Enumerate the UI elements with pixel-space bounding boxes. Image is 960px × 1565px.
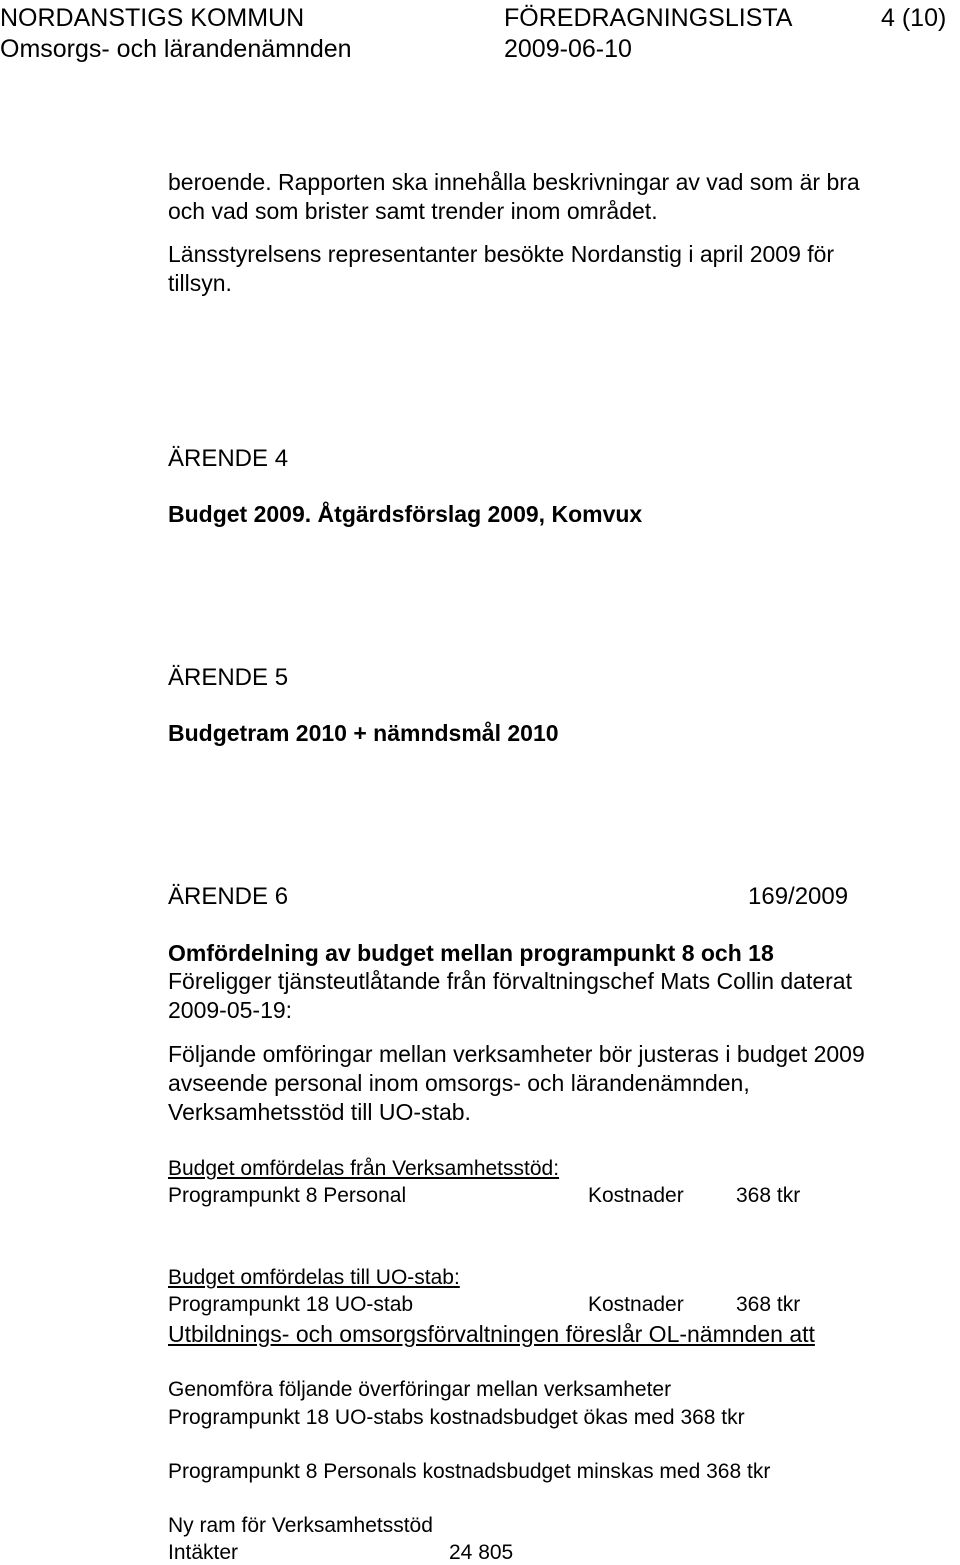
to-row-amount: 368 tkr <box>736 1293 801 1316</box>
arende-6-p2-line-3: Verksamhetsstöd till UO-stab. <box>168 1099 471 1125</box>
header-board: Omsorgs- och lärandenämnden <box>0 35 352 63</box>
arende-5-label: ÄRENDE 5 <box>168 664 289 691</box>
new-frame-heading: Ny ram för Verksamhetsstöd <box>168 1514 433 1537</box>
arende-6-p1-line-2: 2009-05-19: <box>168 997 293 1023</box>
arende-4-label: ÄRENDE 4 <box>168 445 289 472</box>
arende-6-title: Omfördelning av budget mellan programpunkt 8 och 18 <box>168 940 774 966</box>
to-row-item: Programpunkt 18 UO-stab <box>168 1293 414 1316</box>
arende-6-reference: 169/2009 <box>748 883 849 910</box>
arende-4-title: Budget 2009. Åtgärdsförslag 2009, Komvux <box>168 501 643 527</box>
arende-6-p1-line-1: Föreligger tjänsteutlåtande från förvaltningschef Mats Collin daterat <box>168 968 852 994</box>
proposal-line-1: Genomföra följande överföringar mellan verksamheter <box>168 1378 672 1401</box>
proposal-heading: Utbildnings- och omsorgsförvaltningen föreslår OL-nämnden att <box>168 1321 815 1347</box>
header-org: NORDANSTIGS KOMMUN <box>0 4 305 32</box>
income-label: Intäkter <box>168 1541 239 1564</box>
from-row-item: Programpunkt 8 Personal <box>168 1184 407 1207</box>
to-heading: Budget omfördelas till UO-stab: <box>168 1266 460 1289</box>
header-doc-type: FÖREDRAGNINGSLISTA <box>504 4 793 32</box>
proposal-line-3: Programpunkt 8 Personals kostnadsbudget minskas med 368 tkr <box>168 1460 771 1483</box>
from-row-type: Kostnader <box>588 1184 684 1207</box>
income-value: 24 805 <box>449 1541 514 1564</box>
arende-6-p2-line-1: Följande omföringar mellan verksamheter bör justeras i budget 2009 <box>168 1041 865 1067</box>
proposal-line-2: Programpunkt 18 UO-stabs kostnadsbudget ökas med 368 tkr <box>168 1406 745 1429</box>
from-heading: Budget omfördelas från Verksamhetsstöd: <box>168 1157 560 1180</box>
intro-line-3: Länsstyrelsens representanter besökte Nordanstig i april 2009 för <box>168 241 835 267</box>
header-page-number: 4 (10) <box>881 4 947 32</box>
header-date: 2009-06-10 <box>504 35 632 63</box>
intro-line-1: beroende. Rapporten ska innehålla beskrivningar av vad som är bra <box>168 169 860 195</box>
intro-line-4: tillsyn. <box>168 270 232 296</box>
from-row-amount: 368 tkr <box>736 1184 801 1207</box>
arende-6-label: ÄRENDE 6 <box>168 883 289 910</box>
arende-5-title: Budgetram 2010 + nämndsmål 2010 <box>168 720 559 746</box>
arende-6-p2-line-2: avseende personal inom omsorgs- och lärandenämnden, <box>168 1070 750 1096</box>
to-row-type: Kostnader <box>588 1293 684 1316</box>
intro-line-2: och vad som brister samt trender inom området. <box>168 198 658 224</box>
